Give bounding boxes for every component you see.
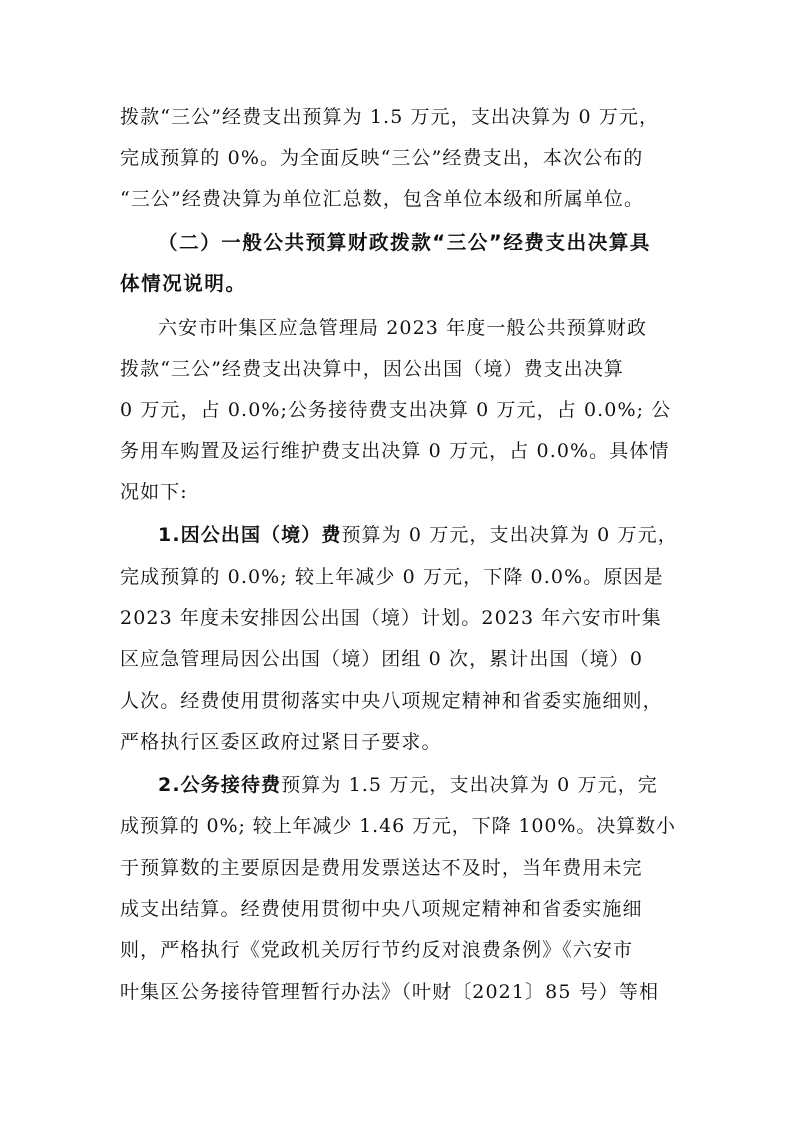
item-title-2: 2.公务接待费 <box>158 774 282 796</box>
paragraph-line: 拨款“三公”经费支出决算中，因公出国（境）费支出决算 <box>120 358 625 380</box>
section-heading-line: 体情况说明。 <box>120 272 247 295</box>
paragraph-line: 2023 年度未安排因公出国（境）计划。2023 年六安市叶集 <box>120 607 662 629</box>
paragraph-line: 区应急管理局因公出国（境）团组 0 次，累计出国（境）0 <box>120 648 644 670</box>
paragraph-line: 完成预算的 0%。为全面反映“三公”经费支出，本次公布的 <box>120 147 644 169</box>
item-line-2 <box>158 772 680 798</box>
paragraph-line: 则，严格执行《党政机关厉行节约反对浪费条例》《六安市 <box>120 939 634 961</box>
paragraph-line: 成支出结算。经费使用贯彻中央八项规定精神和省委实施细 <box>120 898 643 920</box>
paragraph-line: 叶集区公务接待管理暂行办法》（叶财〔2021〕85 号）等相 <box>120 981 660 1003</box>
paragraph-line: 况如下: <box>120 481 188 503</box>
paragraph-line: 完成预算的 0.0%; 较上年减少 0 万元，下降 0.0%。原因是 <box>120 566 664 588</box>
paragraph-line: “三公”经费决算为单位汇总数，包含单位本级和所属单位。 <box>120 188 645 210</box>
paragraph-line: 人次。经费使用贯彻落实中央八项规定精神和省委实施细则， <box>120 690 663 712</box>
paragraph-line: 务用车购置及运行维护费支出决算 0 万元，占 0.0%。具体情 <box>120 440 670 462</box>
paragraph-line: 拨款“三公”经费支出预算为 1.5 万元，支出决算为 0 万元， <box>120 106 660 128</box>
item-line-1 <box>158 522 680 548</box>
paragraph-line: 严格执行区委区政府过紧日子要求。 <box>120 731 442 753</box>
paragraph-line: 成预算的 0%; 较上年减少 1.46 万元，下降 100%。决算数小 <box>120 815 676 837</box>
paragraph-line: 六安市叶集区应急管理局 2023 年度一般公共预算财政 <box>158 317 648 339</box>
paragraph-line: 0 万元，占 0.0%;公务接待费支出决算 0 万元，占 0.0%; 公 <box>120 399 672 421</box>
paragraph-line: 于预算数的主要原因是费用发票送达不及时，当年费用未完 <box>120 857 643 879</box>
item-text-1: 预算为 0 万元，支出决算为 0 万元， <box>341 524 678 546</box>
item-title-1: 1.因公出国（境）费 <box>158 524 342 546</box>
item-text-2: 预算为 1.5 万元，支出决算为 0 万元，完 <box>281 774 658 796</box>
section-heading-line: （二）一般公共预算财政拨款“三公”经费支出决算具 <box>158 231 652 254</box>
